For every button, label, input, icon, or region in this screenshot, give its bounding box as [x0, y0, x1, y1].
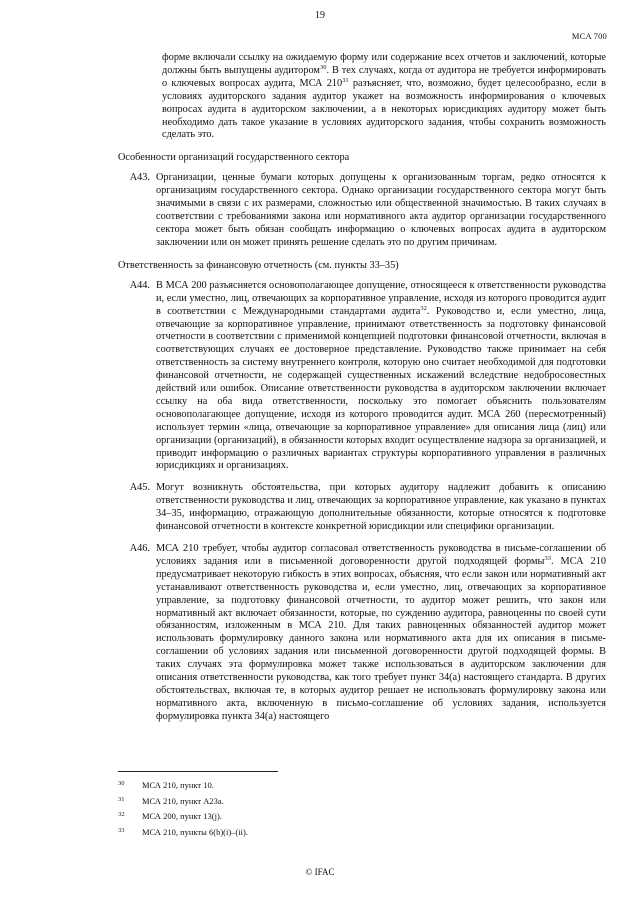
paragraph-text — [156, 543, 606, 724]
footnote-text: МСА 210, пункты 6(b)(i)–(ii). — [142, 826, 248, 837]
paragraph-number: A43. — [129, 172, 150, 184]
intro-text-3: разъясняет, что, возможно, будет целесообразно, если в условиях аудиторского задания аудитор укажет на возможность информирования о ключевых вопросах аудита в аудиторском заключении, а в некоторых юрисдикциях аудитору может быть необходимо дать такое указание в условиях аудиторского задания, чтобы сохранить возможность сделать это. — [162, 77, 606, 141]
intro-text-1: форме включали ссылку на ожидаемую форму или содержание всех отчетов и заключений, которые должны быть выпущены аудитором — [162, 52, 606, 76]
footnote-ref-31: 31 — [342, 76, 349, 84]
footnote-ref-32: 32 — [420, 304, 427, 312]
copyright: © IFAC — [305, 867, 335, 877]
paragraph-text — [156, 280, 606, 474]
footnote-number: 31 — [118, 795, 125, 803]
a46-text-2: . МСА 210 предусматривает некоторую гибкость в этих вопросах, объясняя, что если закон или нормативный акт устанавливают ответственность руководства и, если уместно, лиц, отвечающих за корпоративное управление, за подготовку финансовой отчетности, то аудитор может решить, что закон или нормативный акт включает обязанности, которые, по суждению аудитора, равноценны по своей сути обязанностям, изложенным в МСА 210. Для таких равноценных обязанностей аудитор может использовать формулировку данного закона или нормативного акта для их описания в письме-соглашении об условиях задания или письменной договоренности другой подходящей формы. В таких случаях эта формулировка может также использоваться в аудиторском заключении для описания ответственности руководства, как того требует пункт 34(a) настоящего стандарта. В других обстоятельствах, включая те, в которых аудитор решает не использовать формулировку закона или нормативного акта, включенную в письмо-соглашение об условиях задания, используется формулировка пункта 34(a) настоящего — [156, 555, 606, 722]
footnote — [118, 795, 248, 811]
paragraph-text: Могут возникнуть обстоятельства, при которых аудитору надлежит добавить к описанию ответственности руководства и лиц, отвечающих за корпоративное управление, как указано в пунктах 34–35, информацию, отражающую дополнительные обязанности, которые относятся к подготовке финансовой отчетности в контексте конкретной юрисдикции или специфики организации. — [156, 482, 606, 533]
footnote-text: МСА 210, пункт A23a. — [142, 795, 224, 806]
a46-text-1: МСА 210 требует, чтобы аудитор согласовал ответственность руководства в письме-соглашении об условиях задания или в письменной договоренности другой подходящей формы — [156, 543, 606, 567]
footnote-text: МСА 210, пункт 10. — [142, 780, 214, 790]
footnote-number: 32 — [118, 811, 125, 818]
footnote-ref-33: 33 — [544, 554, 551, 562]
a44-text-2: . Руководство и, если уместно, лица, отвечающие за корпоративное управление, принимают ответственность за подготовку финансовой отчетности в соответствии с применимой концепцией подготовки финансовой отчетности, включая в соответствующих случаях ее достоверное представление. Руководство также принимает на себя ответственность за систему внутреннего контроля, которую оно считает необходимой для подготовки финансовой отчетности, не содержащей существенных искажений вследствие недобросовестных действий или ошибок. Описание ответственности руководства в аудиторском заключении включает ссылку на оба вида ответственности, поскольку это помогает объяснить пользователям основополагающее допущение, исходя из которого проводится аудит. МСА 260 (пересмотренный) использует термин «лица, отвечающие за корпоративное управление» для описания лица (лиц) или организации (организаций), в обязанности которых входит осуществление надзора за организацией, и приводит информацию о различных вариантах структуры корпоративного управления в различных юрисдикциях и организациях. — [156, 305, 606, 472]
intro-paragraph — [162, 52, 606, 142]
footnote-number: 33 — [118, 826, 125, 834]
paragraph-number: A45. — [129, 482, 150, 494]
footnote-separator — [118, 771, 278, 772]
intro-text-2: . В тех случаях, когда от аудитора не требуется информировать о ключевых вопросах аудита, МСА 210 — [162, 64, 606, 89]
footnote — [118, 810, 248, 826]
footnotes — [118, 779, 248, 841]
paragraph-number: A44. — [129, 279, 150, 291]
paragraph-a43 — [0, 172, 606, 249]
paragraph-text: Организации, ценные бумаги которых допущены к организованным торгам, редко относятся к организациям государственного сектора. Однако организации государственного сектора могут быть значимыми в связи с их размерами, сложностью или общественной значимостью. В таких случаях в соответствии с требованиями закона или нормативного акта аудитор организации государственного сектора может быть обязан сообщать информацию о ключевых вопросах аудита в аудиторском заключении или он может принять решение сделать это по другим причинам. — [156, 172, 606, 248]
section-heading-responsibility: Ответственность за финансовую отчетность (см. пункты 33–35) — [118, 259, 399, 271]
paragraph-number: A46. — [129, 543, 150, 554]
page-content — [0, 52, 640, 733]
footnote-ref-30: 30 — [319, 63, 327, 71]
a44-text-1: В МСА 200 разъясняется основополагающее допущение, относящееся к ответственности руководства и, если уместно, лиц, отвечающих за корпоративное управление, исходя из которого проводится аудит в соответствии с Международными стандартами аудита — [156, 279, 606, 317]
standard-code: MCA 700 — [571, 31, 607, 41]
footnote-text: МСА 200, пункт 13(j). — [142, 811, 222, 821]
footnote — [118, 779, 248, 795]
footnote-number: 30 — [118, 780, 125, 787]
page-number: 19 — [315, 10, 325, 21]
paragraph-a46 — [0, 543, 606, 724]
paragraph-a44 — [0, 280, 606, 474]
paragraph-a45 — [0, 482, 606, 534]
section-heading-public-sector: Особенности организаций государственного сектора — [118, 152, 350, 164]
footnote — [118, 826, 248, 842]
